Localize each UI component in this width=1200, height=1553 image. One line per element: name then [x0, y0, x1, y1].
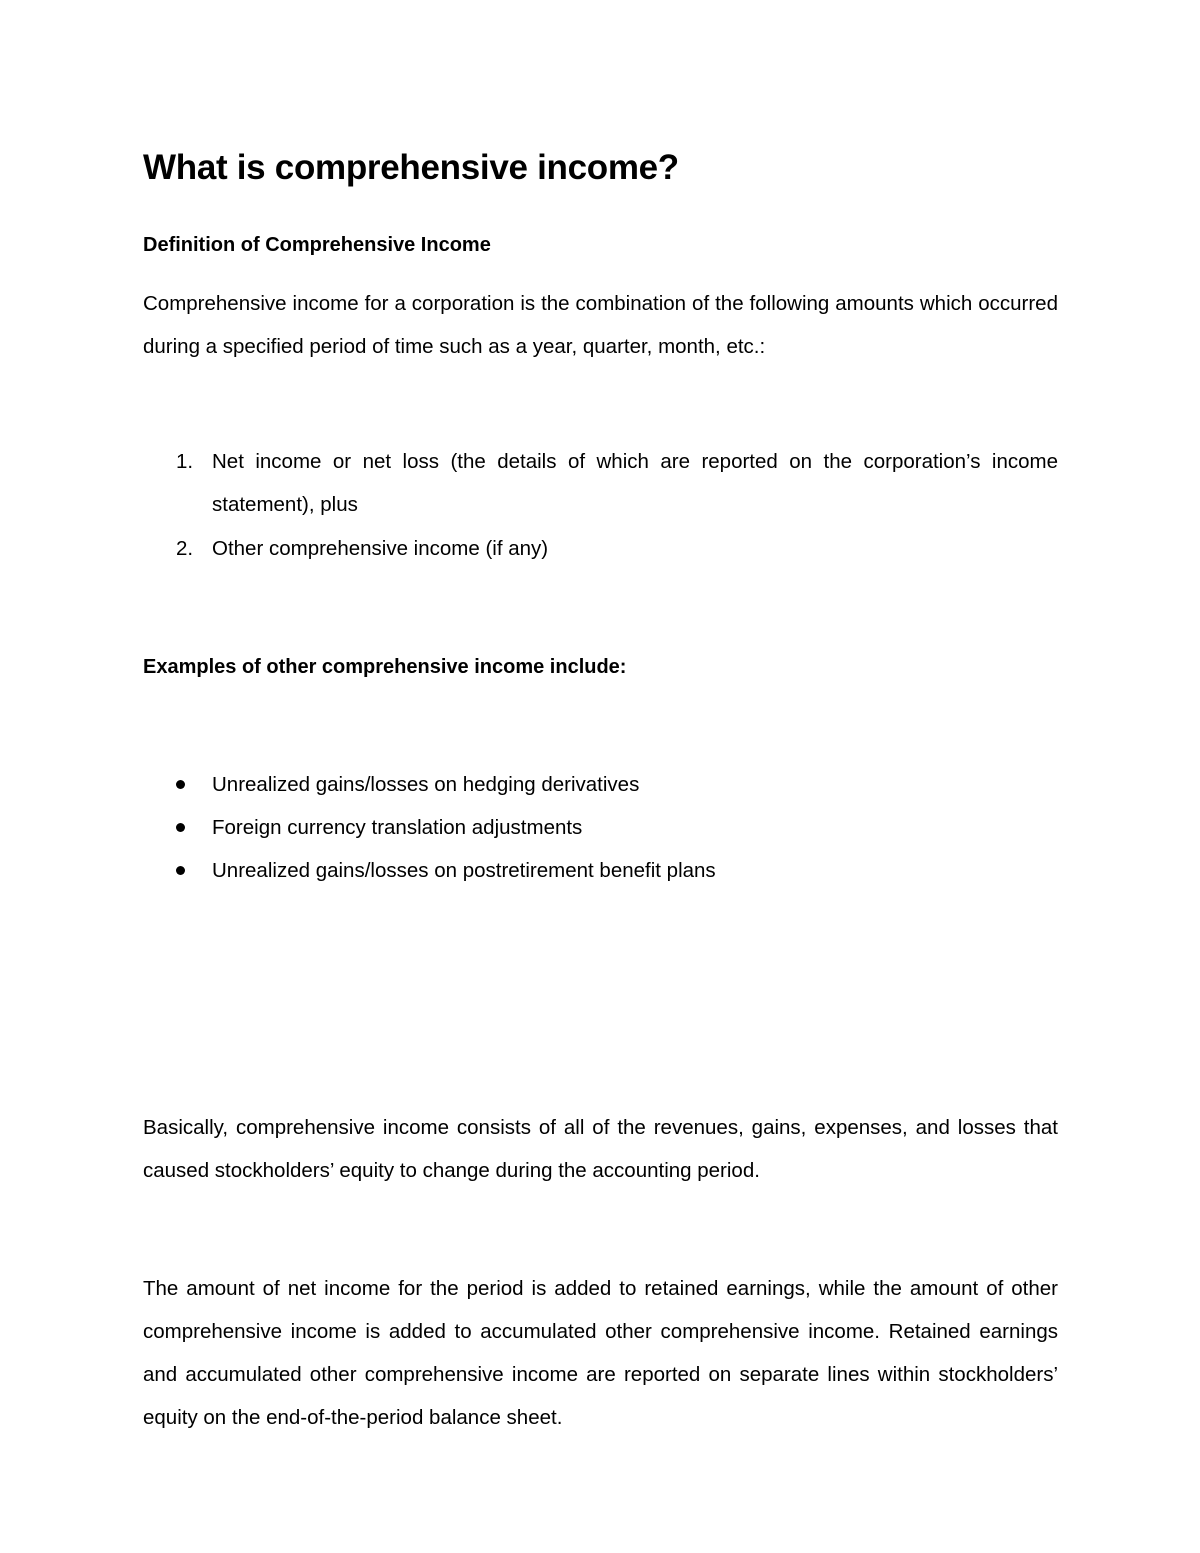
page-title: What is comprehensive income?	[143, 148, 679, 187]
list-item	[143, 849, 1058, 892]
definition-paragraph: Comprehensive income for a corporation is the combination of the following amounts which occurred during a specified period of time such as a year, quarter, month, etc.:	[143, 292, 1058, 358]
list-item-number: 2.	[176, 537, 194, 560]
list-item-text: Unrealized gains/losses on hedging derivatives	[212, 773, 640, 796]
document-content	[143, 140, 1058, 1429]
list-item	[143, 440, 1058, 526]
numbered-list	[143, 440, 1058, 570]
basically-paragraph: Basically, comprehensive income consists of all of the revenues, gains, expenses, and losses that caused stockholders’ equity to change during the accounting period.	[143, 1116, 1058, 1182]
list-item-text: Net income or net loss (the details of which are reported on the corporation’s income statement), plus	[212, 450, 1058, 516]
list-item	[143, 763, 1058, 806]
bullet-icon	[176, 866, 185, 875]
list-item-number: 1.	[176, 450, 194, 473]
bullet-icon	[176, 823, 185, 832]
list-item	[143, 806, 1058, 849]
list-item	[143, 527, 1058, 570]
bullet-icon	[176, 780, 185, 789]
bullet-list	[143, 763, 1058, 892]
net-income-paragraph: The amount of net income for the period is added to retained earnings, while the amount of other comprehensive income is added to accumulated other comprehensive income. Retained earnings and accumulated other comprehensive income are reported on separate lines within stockholders’ equity on the end-of-the-period balance sheet.	[143, 1277, 1058, 1429]
definition-heading: Definition of Comprehensive Income	[143, 234, 491, 256]
list-item-text: Unrealized gains/losses on postretirement benefit plans	[212, 859, 716, 882]
list-item-text: Foreign currency translation adjustments	[212, 816, 583, 839]
list-item-text: Other comprehensive income (if any)	[212, 537, 549, 560]
examples-heading: Examples of other comprehensive income include:	[143, 656, 627, 678]
